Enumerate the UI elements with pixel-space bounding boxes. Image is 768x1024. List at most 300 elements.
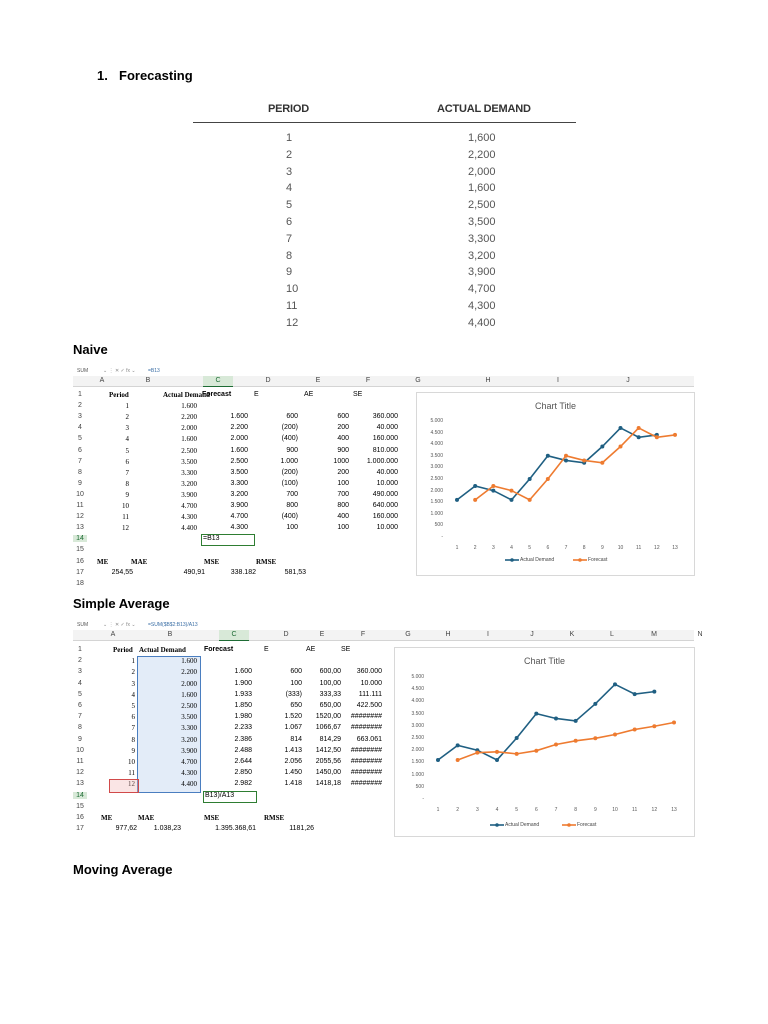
error-cell[interactable]: 814	[290, 735, 302, 743]
actual-demand-cell[interactable]: 3.500	[181, 713, 197, 722]
period-header: Period	[109, 391, 129, 399]
forecast-point[interactable]	[637, 426, 641, 430]
forecast-point[interactable]	[528, 498, 532, 502]
abs-error-cell[interactable]: 814,29	[319, 735, 341, 743]
actual-demand-cell[interactable]: 4.400	[181, 780, 197, 789]
actual-demand-point[interactable]	[619, 426, 623, 430]
abs-error-cell[interactable]: 200	[337, 424, 349, 432]
column-header-k[interactable]: K	[569, 631, 575, 638]
forecast-cell[interactable]: 2.500	[230, 457, 248, 465]
x-tick-label: 5	[515, 807, 519, 813]
error-cell[interactable]: (200)	[281, 424, 298, 432]
column-header-g[interactable]: G	[415, 377, 421, 384]
forecast-line[interactable]	[458, 723, 674, 760]
period-cell[interactable]: 1	[131, 657, 135, 666]
column-header-h[interactable]: H	[445, 631, 451, 638]
row-number[interactable]: 11	[76, 502, 84, 509]
row-number[interactable]: 16	[76, 557, 84, 565]
simple-average-spreadsheet[interactable]	[73, 621, 703, 854]
actual-demand-cell[interactable]: 4.700	[181, 502, 197, 510]
column-header-j[interactable]: J	[530, 631, 534, 638]
period-cell[interactable]: 3	[131, 679, 135, 688]
actual-demand-header: Actual Demand	[139, 646, 186, 654]
row-number[interactable]: 7	[78, 713, 82, 721]
forecast-point[interactable]	[564, 454, 568, 458]
actual-demand-point[interactable]	[491, 489, 495, 493]
row-number[interactable]: 12	[76, 769, 84, 777]
error-cell[interactable]: 1.413	[284, 746, 302, 754]
forecast-point[interactable]	[600, 461, 604, 465]
actual-demand-point[interactable]	[554, 716, 558, 720]
column-header-f[interactable]: F	[360, 631, 366, 638]
abs-error-cell[interactable]: 100	[337, 524, 349, 532]
y-tick-label: 500	[415, 783, 424, 790]
row-number[interactable]: 17	[76, 568, 84, 576]
mse-value[interactable]: 338.182	[230, 568, 256, 576]
period-cell[interactable]: 2	[125, 413, 129, 422]
forecast-point[interactable]	[473, 498, 477, 502]
column-header-f[interactable]: F	[365, 377, 371, 384]
row-number[interactable]: 9	[78, 479, 82, 487]
error-cell[interactable]: 600	[286, 413, 298, 421]
error-cell[interactable]: 1.067	[284, 724, 302, 732]
column-header-h[interactable]: H	[485, 377, 491, 384]
period-cell[interactable]: 10	[128, 758, 135, 766]
forecast-point[interactable]	[652, 724, 656, 728]
x-tick-label: 4	[495, 807, 499, 813]
actual-demand-cell[interactable]: 2.200	[181, 668, 197, 677]
formula-icons: ⌄ ⋮ ✕ ✓ fx ⌄	[103, 622, 136, 628]
row-number[interactable]: 2	[78, 657, 82, 665]
column-header-c[interactable]: C	[203, 376, 233, 387]
actual-demand-point[interactable]	[436, 758, 440, 762]
error-cell[interactable]: 700	[286, 490, 298, 498]
period-cell[interactable]: 4	[125, 435, 129, 444]
mse-value[interactable]: 1.395.368,61	[215, 825, 256, 833]
forecast-cell[interactable]: 1.600	[230, 413, 248, 421]
period-cell[interactable]: 11	[128, 769, 135, 778]
actual-demand-point[interactable]	[574, 719, 578, 723]
forecast-cell[interactable]: 1.933	[234, 690, 252, 698]
x-tick-label: 6	[546, 545, 550, 551]
period-cell[interactable]: 12	[122, 524, 129, 533]
abs-error-cell[interactable]: 700	[337, 490, 349, 498]
actual-demand-cell[interactable]: 3.200	[181, 479, 197, 488]
actual-demand-point[interactable]	[528, 477, 532, 481]
error-cell[interactable]: 2.056	[284, 758, 302, 765]
x-tick-label: 1	[436, 807, 440, 813]
forecast-cell[interactable]: 2.386	[234, 735, 252, 743]
y-tick-label: 1.500	[411, 759, 424, 766]
row-number[interactable]: 17	[76, 825, 84, 833]
name-box[interactable]: SUM	[77, 368, 89, 374]
row-number[interactable]: 4	[78, 679, 82, 687]
forecast-point[interactable]	[655, 435, 659, 439]
squared-error-cell[interactable]: 422.500	[356, 702, 382, 709]
naive-spreadsheet[interactable]	[73, 367, 694, 587]
error-cell[interactable]: (100)	[281, 479, 298, 487]
period-cell[interactable]: 11	[122, 513, 129, 522]
x-tick-label: 12	[654, 545, 660, 551]
period-cell: 3	[286, 165, 293, 178]
row-number[interactable]: 1	[78, 391, 82, 398]
forecast-cell[interactable]: 1.850	[234, 702, 252, 709]
forecast-point[interactable]	[475, 751, 479, 755]
abs-error-cell[interactable]: 333,33	[319, 690, 341, 698]
period-cell[interactable]: 10	[122, 502, 129, 510]
forecast-point[interactable]	[574, 739, 578, 743]
period-cell[interactable]: 5	[125, 446, 129, 455]
column-header-b[interactable]: B	[145, 377, 151, 384]
forecast-point[interactable]	[593, 736, 597, 740]
chart-area[interactable]	[394, 647, 695, 837]
actual-demand-cell[interactable]: 2.500	[181, 702, 197, 710]
abs-error-cell[interactable]: 1066,67	[315, 724, 341, 732]
period-cell[interactable]: 7	[125, 468, 129, 477]
formula-text[interactable]: =SUM($B$2:B13)/A13	[148, 622, 198, 628]
actual-demand-cell[interactable]: 2.500	[181, 446, 197, 455]
period-cell[interactable]: 4	[131, 690, 135, 699]
actual-demand-point[interactable]	[593, 702, 597, 706]
row-number[interactable]: 8	[78, 724, 82, 732]
actual-demand-cell[interactable]: 1.600	[181, 657, 197, 666]
squared-error-cell[interactable]: 1.000.000	[366, 457, 398, 465]
x-tick-label: 1	[455, 545, 459, 551]
row-number[interactable]: 4	[78, 424, 82, 432]
squared-error-cell[interactable]: 360.000	[356, 668, 382, 676]
forecast-cell[interactable]: 2.000	[230, 435, 248, 443]
actual-demand-cell[interactable]: 3.300	[181, 468, 197, 477]
row-number[interactable]: 6	[78, 446, 82, 454]
column-header-b[interactable]: B	[167, 631, 173, 638]
error-cell[interactable]: 1.450	[284, 769, 302, 777]
abs-error-cell[interactable]: 1450,00	[315, 769, 341, 777]
editing-cell-text[interactable]: =B13	[203, 535, 220, 543]
squared-error-cell[interactable]: 111.111	[358, 690, 382, 698]
mae-value[interactable]: 490,91	[183, 568, 205, 576]
forecast-point[interactable]	[613, 732, 617, 736]
abs-error-cell[interactable]: 100,00	[319, 679, 341, 687]
period-cell[interactable]: 7	[131, 724, 135, 733]
period-cell[interactable]: 1	[125, 402, 129, 411]
column-header-l[interactable]: L	[610, 631, 614, 638]
period-cell[interactable]: 9	[131, 746, 135, 755]
abs-error-cell[interactable]: 100	[337, 479, 349, 487]
row-number[interactable]: 5	[78, 690, 82, 698]
naive-heading: Naive	[73, 342, 108, 357]
abs-error-cell[interactable]: 900	[337, 446, 349, 454]
legend-actual-label[interactable]: Actual Demand	[505, 822, 540, 828]
row-number[interactable]: 3	[78, 668, 82, 676]
actual-demand-point[interactable]	[564, 458, 568, 462]
actual-demand-cell[interactable]: 3.900	[181, 746, 197, 755]
row-number[interactable]: 3	[78, 413, 82, 421]
column-header-i[interactable]: I	[557, 377, 559, 384]
squared-error-cell[interactable]: 10.000	[376, 479, 398, 487]
column-header-g[interactable]: G	[405, 631, 411, 638]
row-number[interactable]: 18	[76, 579, 84, 587]
error-cell[interactable]: 1.418	[284, 780, 302, 788]
name-box[interactable]: SUM	[77, 622, 89, 628]
error-cell[interactable]: 100	[286, 524, 298, 532]
forecast-point[interactable]	[554, 743, 558, 747]
column-header-d[interactable]: D	[265, 377, 271, 384]
section-heading	[97, 68, 193, 83]
forecast-cell[interactable]: 3.200	[230, 490, 248, 498]
actual-demand-point[interactable]	[515, 736, 519, 740]
forecast-cell[interactable]: 2.982	[234, 780, 252, 788]
error-cell[interactable]: (333)	[285, 690, 302, 698]
row-number[interactable]: 12	[76, 513, 84, 521]
squared-error-cell[interactable]: 40.000	[376, 468, 398, 476]
y-tick-label: 4.500	[411, 686, 424, 693]
mae-label: MAE	[131, 557, 148, 566]
actual-demand-cell[interactable]: 3.300	[181, 724, 197, 733]
row-number[interactable]: 14	[73, 792, 87, 799]
abs-error-cell[interactable]: 1418,18	[315, 780, 341, 788]
forecast-cell[interactable]: 2.644	[234, 758, 252, 765]
row-number[interactable]: 2	[78, 402, 82, 410]
actual-demand-point[interactable]	[510, 498, 514, 502]
squared-error-cell[interactable]: ########	[350, 758, 382, 765]
squared-error-cell[interactable]: 360.000	[372, 413, 398, 421]
legend-forecast-label[interactable]: Forecast	[588, 557, 608, 563]
forecast-point[interactable]	[491, 484, 495, 488]
y-tick-label: 500	[434, 522, 443, 529]
squared-error-cell[interactable]: 663.061	[356, 735, 382, 743]
abs-error-cell[interactable]: 800	[337, 502, 349, 509]
squared-error-cell[interactable]: 160.000	[372, 435, 398, 443]
forecast-cell[interactable]: 1.980	[234, 713, 252, 721]
actual-demand-cell[interactable]: 4.700	[181, 758, 197, 766]
period-cell[interactable]: 6	[125, 457, 129, 466]
period-cell[interactable]: 8	[131, 735, 135, 744]
squared-error-cell[interactable]: 640.000	[372, 502, 398, 509]
forecast-line[interactable]	[475, 428, 675, 500]
forecast-cell[interactable]: 2.850	[234, 769, 252, 777]
actual-demand-cell[interactable]: 3.900	[181, 490, 197, 499]
forecast-cell[interactable]: 1.600	[230, 446, 248, 454]
period-cell: 7	[286, 232, 293, 245]
editing-cell-text[interactable]: B13)/A13	[205, 791, 235, 799]
forecast-point[interactable]	[515, 752, 519, 756]
actual-demand-point[interactable]	[546, 454, 550, 458]
chart-title[interactable]: Chart Title	[523, 656, 565, 666]
forecast-point[interactable]	[510, 489, 514, 493]
row-number[interactable]: 14	[73, 535, 87, 542]
forecast-cell[interactable]: 3.500	[230, 468, 248, 476]
squared-error-cell[interactable]: 10.000	[376, 524, 398, 532]
legend-actual-label[interactable]: Actual Demand	[520, 557, 555, 563]
period-cell[interactable]: 12	[128, 780, 135, 789]
squared-error-cell[interactable]: 160.000	[372, 513, 398, 521]
squared-error-cell[interactable]: 490.000	[372, 490, 398, 498]
legend-marker	[567, 823, 571, 827]
forecast-point[interactable]	[534, 749, 538, 753]
actual-demand-cell[interactable]: 1.600	[181, 435, 197, 444]
squared-error-cell[interactable]: 810.000	[372, 446, 398, 454]
me-value[interactable]: 254,55	[111, 568, 133, 576]
column-header-n[interactable]: N	[697, 631, 703, 638]
error-cell[interactable]: 1.520	[284, 713, 302, 721]
row-number[interactable]: 11	[76, 758, 84, 765]
squared-error-cell[interactable]: 10.000	[360, 679, 382, 687]
row-number[interactable]: 13	[76, 780, 84, 788]
row-number[interactable]: 16	[76, 814, 84, 821]
actual-demand-cell[interactable]: 4.300	[181, 513, 197, 522]
simple-average-heading: Simple Average	[73, 596, 170, 611]
chart-area[interactable]	[416, 392, 695, 576]
x-tick-label: 2	[456, 807, 460, 813]
abs-error-cell[interactable]: 600,00	[319, 668, 341, 676]
actual-demand-cell[interactable]: 3.200	[181, 735, 197, 744]
squared-error-cell[interactable]: ########	[350, 713, 382, 721]
forecast-point[interactable]	[546, 477, 550, 481]
forecast-cell[interactable]: 4.300	[230, 524, 248, 532]
column-header-j[interactable]: J	[626, 377, 630, 384]
forecast-cell[interactable]: 2.200	[230, 424, 248, 432]
squared-error-cell[interactable]: ########	[350, 746, 382, 754]
demand-cell: 4,700	[468, 283, 496, 296]
forecast-cell[interactable]: 3.900	[230, 502, 248, 509]
actual-demand-cell[interactable]: 1.600	[181, 402, 197, 411]
row-number[interactable]: 9	[78, 735, 82, 743]
actual-demand-cell[interactable]: 4.400	[181, 524, 197, 533]
actual-demand-line[interactable]	[457, 428, 657, 500]
forecast-point[interactable]	[633, 727, 637, 731]
formula-text[interactable]: =B13	[148, 368, 160, 374]
period-cell[interactable]: 5	[131, 702, 135, 710]
actual-demand-cell[interactable]: 2.200	[181, 413, 197, 422]
row-number[interactable]: 1	[78, 646, 82, 653]
abs-error-cell[interactable]: 200	[337, 468, 349, 476]
column-header-c[interactable]: C	[219, 630, 249, 641]
period-cell[interactable]: 8	[125, 479, 129, 488]
squared-error-cell[interactable]: 40.000	[376, 424, 398, 432]
abs-error-header: AE	[306, 646, 316, 653]
legend-forecast-label[interactable]: Forecast	[577, 822, 597, 828]
forecast-cell[interactable]: 4.700	[230, 513, 248, 521]
actual-demand-point[interactable]	[455, 498, 459, 502]
column-header-a[interactable]: A	[110, 631, 116, 638]
me-value[interactable]: 977,62	[115, 825, 137, 833]
period-cell[interactable]: 9	[125, 490, 129, 499]
row-number[interactable]: 8	[78, 468, 82, 476]
abs-error-cell[interactable]: 1520,00	[315, 713, 341, 721]
abs-error-cell[interactable]: 600	[337, 413, 349, 421]
column-header-e[interactable]: E	[319, 631, 325, 638]
y-tick-label: 4.000	[430, 441, 443, 448]
abs-error-cell[interactable]: 2055,56	[315, 758, 341, 765]
error-cell[interactable]: 1.000	[280, 457, 298, 465]
period-cell[interactable]: 2	[131, 668, 135, 677]
row-number[interactable]: 10	[76, 490, 84, 498]
actual-demand-point[interactable]	[473, 484, 477, 488]
actual-demand-point[interactable]	[534, 712, 538, 716]
period-cell[interactable]: 3	[125, 424, 129, 433]
error-cell[interactable]: 650	[290, 702, 302, 709]
column-header-m[interactable]: M	[651, 631, 657, 638]
column-header-i[interactable]: I	[487, 631, 489, 638]
demand-cell: 3,500	[468, 216, 496, 228]
row-number[interactable]: 13	[76, 524, 84, 532]
forecast-cell[interactable]: 2.233	[234, 724, 252, 732]
row-number[interactable]: 6	[78, 702, 82, 709]
abs-error-cell[interactable]: 650,00	[319, 702, 341, 709]
forecast-cell[interactable]: 3.300	[230, 479, 248, 487]
row-number[interactable]: 10	[76, 746, 84, 754]
abs-error-cell[interactable]: 400	[337, 435, 349, 443]
actual-demand-cell[interactable]: 2.000	[181, 679, 197, 688]
demand-cell: 1,600	[468, 132, 496, 144]
forecast-point[interactable]	[456, 758, 460, 762]
forecast-cell[interactable]: 1.600	[234, 668, 252, 676]
actual-demand-point[interactable]	[613, 682, 617, 686]
column-header-strip	[73, 376, 694, 387]
forecast-point[interactable]	[672, 721, 676, 725]
actual-demand-point[interactable]	[456, 743, 460, 747]
mae-value[interactable]: 1.038,23	[153, 825, 181, 833]
forecast-cell[interactable]: 1.900	[234, 679, 252, 687]
error-cell[interactable]: 100	[290, 679, 302, 687]
actual-demand-cell[interactable]: 3.500	[181, 457, 197, 466]
error-cell[interactable]: 800	[286, 502, 298, 509]
forecast-point[interactable]	[582, 458, 586, 462]
demand-cell: 3,300	[468, 232, 496, 245]
column-header-e[interactable]: E	[315, 377, 321, 384]
actual-demand-cell[interactable]: 1.600	[181, 690, 197, 699]
error-cell[interactable]: (400)	[281, 513, 298, 521]
actual-demand-cell[interactable]: 2.000	[181, 424, 197, 433]
period-cell[interactable]: 6	[131, 713, 135, 722]
column-header-a[interactable]: A	[99, 377, 105, 384]
forecast-cell[interactable]: 2.488	[234, 746, 252, 754]
error-cell[interactable]: (200)	[281, 468, 298, 476]
error-cell[interactable]: 600	[290, 668, 302, 676]
forecast-point[interactable]	[495, 750, 499, 754]
row-number[interactable]: 15	[76, 546, 84, 554]
squared-error-cell[interactable]: ########	[350, 724, 382, 732]
actual-demand-point[interactable]	[652, 690, 656, 694]
chart-title[interactable]: Chart Title	[534, 401, 576, 411]
squared-error-cell[interactable]: ########	[350, 769, 382, 777]
actual-demand-cell[interactable]: 4.300	[181, 769, 197, 778]
rmse-value[interactable]: 581,53	[284, 568, 306, 576]
error-cell[interactable]: 900	[286, 446, 298, 454]
abs-error-cell[interactable]: 400	[337, 513, 349, 521]
demand-cell: 3,200	[468, 249, 496, 262]
mse-label: MSE	[204, 814, 220, 822]
column-header-d[interactable]: D	[283, 631, 289, 638]
squared-error-header: SE	[353, 391, 363, 398]
abs-error-cell[interactable]: 1000	[333, 457, 349, 465]
forecast-point[interactable]	[673, 433, 677, 437]
forecast-point[interactable]	[619, 445, 623, 449]
rmse-value[interactable]: 1181,26	[289, 825, 314, 833]
row-number[interactable]: 15	[76, 802, 84, 810]
abs-error-cell[interactable]: 1412,50	[315, 746, 341, 754]
actual-demand-point[interactable]	[637, 435, 641, 439]
row-number[interactable]: 7	[78, 457, 82, 465]
actual-demand-point[interactable]	[633, 692, 637, 696]
actual-demand-point[interactable]	[600, 445, 604, 449]
error-cell[interactable]: (400)	[281, 435, 298, 443]
row-number[interactable]: 5	[78, 435, 82, 443]
legend-marker	[510, 558, 514, 562]
actual-demand-point[interactable]	[495, 758, 499, 762]
actual-demand-line[interactable]	[438, 684, 654, 760]
squared-error-cell[interactable]: ########	[350, 780, 382, 788]
